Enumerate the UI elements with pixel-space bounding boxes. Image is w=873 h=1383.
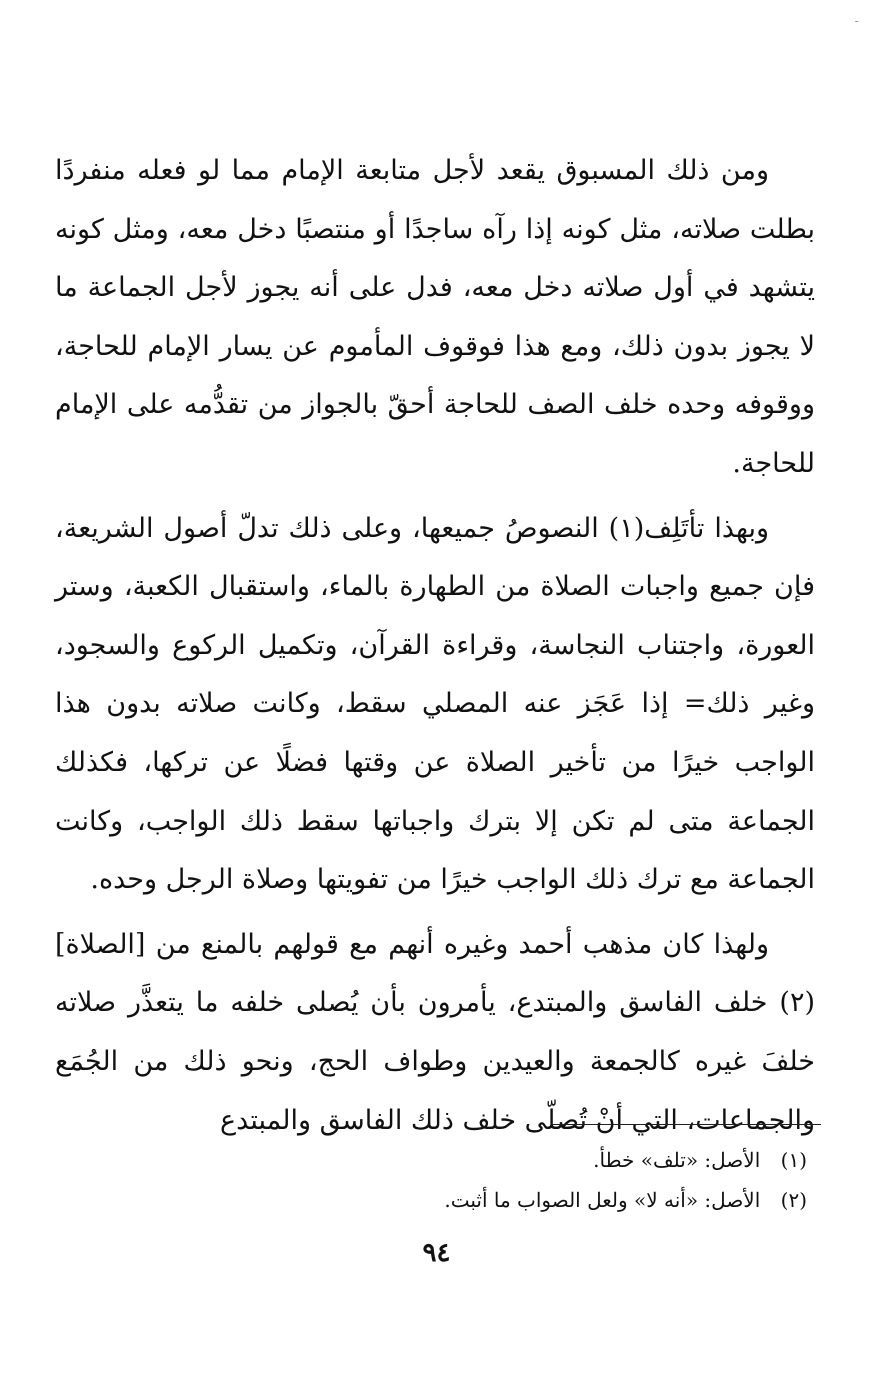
- footnote-number: (٢): [780, 1188, 807, 1212]
- footnote-text: الأصل: «أنه لا» ولعل الصواب ما أثبت.: [444, 1188, 761, 1212]
- footnotes: [67, 1140, 807, 1220]
- paragraph-3: ولهذا كان مذهب أحمد وغيره أنهم مع قولهم بالمنع من [الصلاة](٢) خلف الفاسق والمبتدع، يأمرون بأن يُصلى خلفه ما يتعذَّر صلاته خلفَ غيره كالجمعة والعيدين وطواف الحج، ونحو ذلك من الجُمَع والجماعات، التي أنْ تُصلّى خلف ذلك الفاسق والمبتدع: [55, 928, 815, 1136]
- paragraph-2: وبهذا تأتَلِف(١) النصوصُ جميعها، وعلى ذلك تدلّ أصول الشريعة، فإن جميع واجبات الصلاة من الطهارة بالماء، واستقبال الكعبة، وستر العورة، واجتناب النجاسة، وقراءة القرآن، وتكميل الركوع والسجود، وغير ذلك= إذا عَجَز عنه المصلي سقط، وكانت صلاته بدون هذا الواجب خيرًا من تأخير الصلاة عن وقتها فضلًا عن تركها، فكذلك الجماعة متى لم تكن إلا بترك واجباتها سقط ذلك الواجب، وكانت الجماعة مع ترك ذلك الواجب خيرًا من تفويتها وصلاة الرجل وحده.: [55, 512, 815, 896]
- corner-mark: -: [854, 14, 859, 28]
- footnote-number: (١): [780, 1148, 807, 1172]
- footnote-1: [67, 1140, 807, 1180]
- footnote-2: [67, 1180, 807, 1220]
- footnote-text: الأصل: «تلف» خطأ.: [593, 1148, 761, 1172]
- paragraph-1: ومن ذلك المسبوق يقعد لأجل متابعة الإمام مما لو فعله منفردًا بطلت صلاته، مثل كونه إذا رآه ساجدًا أو منتصبًا دخل معه، ومثل كونه يتشهد في أول صلاته دخل معه، فدل على أنه يجوز لأجل الجماعة ما لا يجوز بدون ذلك، ومع هذا فوقوف المأموم عن يسار الإمام للحاجة، ووقوفه وحده خلف الصف للحاجة أحقّ بالجواز من تقدُّمه على الإمام للحاجة.: [55, 155, 816, 479]
- footnote-divider: [551, 1124, 821, 1125]
- page-number: ٩٤: [422, 1238, 451, 1268]
- main-text: [55, 142, 815, 1156]
